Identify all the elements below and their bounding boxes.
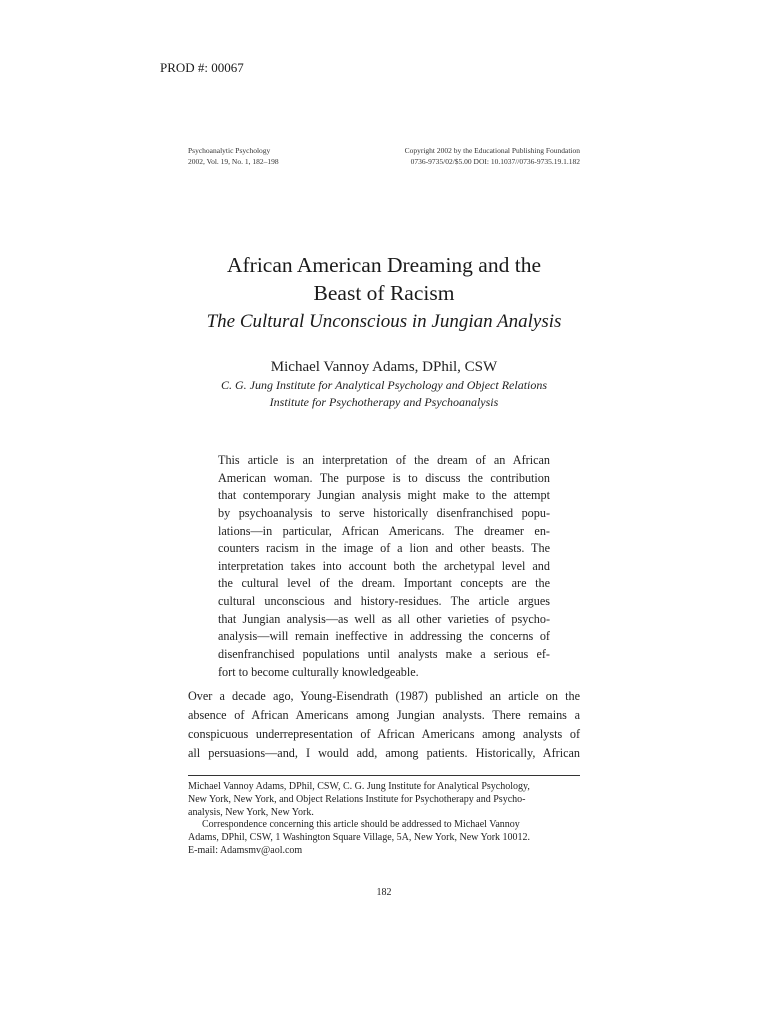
footnote-line: New York, New York, and Object Relations Institute for Psychotherapy and Psycho-	[188, 793, 526, 805]
abstract-line: counters racism in the image of a lion and other beasts. The	[218, 541, 550, 556]
article-title-line-2: Beast of Racism	[313, 281, 455, 305]
body-line: absence of African Americans among Jungian analysts. There remains a	[188, 708, 580, 722]
abstract-line: This article is an interpretation of the dream of an African	[218, 453, 550, 467]
footnote-line: Michael Vannoy Adams, DPhil, CSW, C. G. Jung Institute for Analytical Psychology,	[188, 781, 530, 792]
abstract-line: analysis—will remain ineffective in addressing the concerns of	[218, 629, 550, 644]
abstract-line: interpretation takes into account both the archetypal level and	[218, 558, 550, 573]
author-affiliation	[150, 377, 618, 411]
journal-copyright-block	[405, 145, 580, 167]
journal-name: Psychoanalytic Psychology	[188, 146, 271, 155]
body-paragraph	[188, 687, 580, 763]
abstract-line: the cultural level of the dream. Important concepts are the	[218, 576, 550, 591]
body-line: conspicuous underrepresentation of African Americans among analysts of	[188, 727, 580, 741]
footnote-line: E-mail: Adamsmv@aol.com	[188, 844, 303, 856]
footnote-rule	[188, 775, 580, 776]
abstract-line: cultural unconscious and history-residues. The article argues	[218, 594, 550, 609]
footnote-line: Adams, DPhil, CSW, 1 Washington Square Village, 5A, New York, New York 10012.	[188, 832, 531, 844]
journal-volume: 2002, Vol. 19, No. 1, 182–198	[188, 157, 279, 166]
page-number: 182	[376, 887, 392, 898]
article-title-block	[150, 251, 618, 336]
body-line: all persuasions—and, I would add, among patients. Historically, African	[188, 746, 580, 760]
affiliation-line-2: Institute for Psychotherapy and Psychoanalysis	[269, 395, 499, 409]
article-title-line-1: African American Dreaming and the	[226, 253, 541, 277]
abstract-line: that Jungian analysis—as well as all other varieties of psycho-	[218, 611, 550, 626]
prod-number: PROD #: 00067	[160, 60, 244, 75]
abstract-line: lations—in particular, African Americans. The dreamer en-	[218, 523, 550, 538]
author-name: Michael Vannoy Adams, DPhil, CSW	[270, 359, 498, 375]
abstract-line: fort to become culturally knowledgeable.	[218, 664, 419, 679]
abstract-line: that contemporary Jungian analysis might make to the attempt	[218, 488, 550, 503]
doi-line: 0736-9735/02/$5.00 DOI: 10.1037//0736-9735.19.1.182	[410, 157, 580, 166]
abstract-line: by psychoanalysis to serve historically disenfranchised popu-	[218, 505, 550, 520]
footnote-line: Correspondence concerning this article should be addressed to Michael Vannoy	[202, 819, 520, 831]
footnote-line: analysis, New York, New York.	[188, 806, 314, 818]
abstract-line: American woman. The purpose is to discuss the contribution	[218, 470, 550, 485]
body-line: Over a decade ago, Young-Eisendrath (1987) published an article on the	[188, 689, 580, 703]
author-footnote	[188, 781, 580, 858]
affiliation-line-1: C. G. Jung Institute for Analytical Psychology and Object Relations	[220, 378, 548, 392]
abstract-line: disenfranchised populations until analysts make a serious ef-	[218, 647, 550, 662]
copyright-line: Copyright 2002 by the Educational Publishing Foundation	[404, 146, 580, 155]
abstract	[218, 452, 550, 681]
article-subtitle: The Cultural Unconscious in Jungian Analysis	[206, 311, 562, 332]
journal-citation	[188, 145, 279, 167]
